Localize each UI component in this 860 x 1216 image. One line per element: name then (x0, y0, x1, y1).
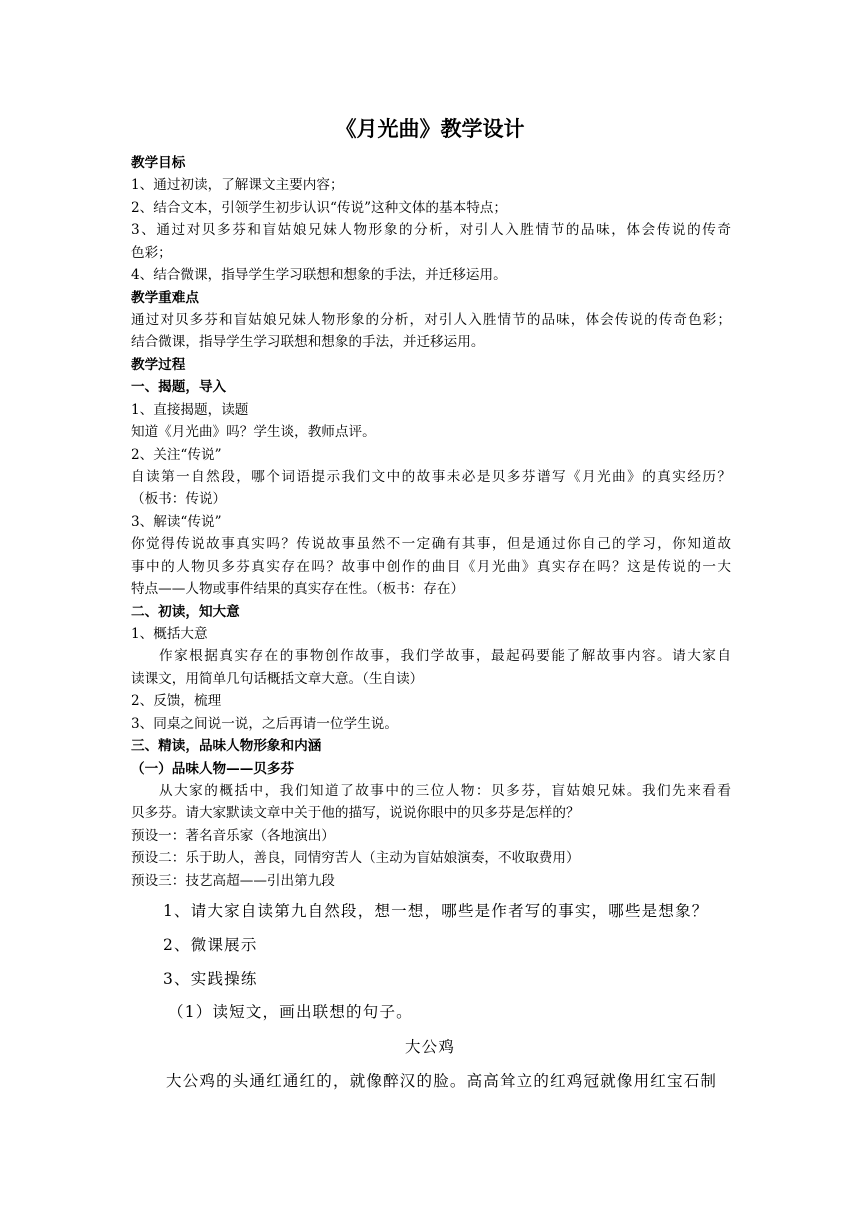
text-line: 3、通过对贝多芬和盲姑娘兄妹人物形象的分析，对引人入胜情节的品味，体会传说的传奇 (131, 222, 731, 238)
text-line: 1、请大家自读第九自然段，想一想，哪些是作者写的事实，哪些是想象？ (163, 902, 709, 920)
text-line: 3、解读“传说” (131, 514, 222, 530)
text-line: 知道《月光曲》吗？学生谈，教师点评。 (131, 424, 376, 440)
text-line: 教学重难点 (131, 290, 199, 306)
text-line: （一）品味人物——贝多芬 (131, 761, 295, 777)
text-line: 2、关注“传说” (131, 447, 222, 463)
text-line: 读课文，用简单几句话概括文章大意。（生自读） (131, 671, 424, 687)
text-line: 3、同桌之间说一说，之后再请一位学生说。 (131, 716, 398, 732)
text-line: 三、精读，品味人物形象和内涵 (131, 738, 322, 754)
text-line: 预设二：乐于助人，善良，同情穷苦人（主动为盲姑娘演奏，不收取费用） (131, 850, 580, 866)
text-line: 结合微课，指导学生学习联想和想象的手法，并迁移运用。 (131, 334, 485, 350)
text-line: 特点——人物或事件结果的真实存在性。（板书：存在） (131, 581, 465, 597)
text-line: 2、反馈，梳理 (131, 693, 222, 709)
text-line: 作家根据真实存在的事物创作故事，我们学故事，最起码要能了解故事内容。请大家自 (159, 648, 731, 664)
page-title: 《月光曲》教学设计 (335, 116, 525, 141)
text-line: 1、概括大意 (131, 626, 208, 642)
text-line: 2、微课展示 (163, 936, 258, 954)
text-line: 从大家的概括中，我们知道了故事中的三位人物：贝多芬，盲姑娘兄妹。我们先来看看 (159, 783, 731, 799)
text-line: 1、通过初读，了解课文主要内容； (131, 177, 344, 193)
text-line: 预设三：技艺高超——引出第九段 (131, 873, 335, 889)
text-line: 色彩； (131, 245, 172, 261)
text-line: 通过对贝多芬和盲姑娘兄妹人物形象的分析，对引人入胜情节的品味，体会传说的传奇色彩； (131, 312, 731, 328)
text-line: 1、直接揭题，读题 (131, 402, 249, 418)
text-line: 贝多芬。请大家默读文章中关于他的描写，说说你眼中的贝多芬是怎样的？ (131, 805, 580, 821)
text-line: 教学目标 (131, 155, 186, 171)
text-line: 大公鸡 (404, 1038, 456, 1056)
text-line: 你觉得传说故事真实吗？传说故事虽然不一定确有其事，但是通过你自己的学习，你知道故 (131, 536, 731, 552)
text-line: （板书：传说） (131, 491, 227, 507)
text-line: 自读第一自然段，哪个词语提示我们文中的故事未必是贝多芬谱写《月光曲》的真实经历？ (131, 469, 731, 485)
text-line: （1）读短文，画出联想的句子。 (168, 1003, 413, 1021)
text-line: 二、初读，知大意 (131, 604, 240, 620)
text-line: 3、实践操练 (163, 970, 258, 988)
text-line: 大公鸡的头通红通红的，就像醉汉的脸。高高耸立的红鸡冠就像用红宝石制 (166, 1072, 718, 1090)
text-line: 预设一：著名音乐家（各地演出） (131, 828, 335, 844)
text-line: 教学过程 (131, 357, 186, 373)
text-line: 2、结合文本，引领学生初步认识“传说”这种文体的基本特点； (131, 200, 507, 216)
text-line: 事中的人物贝多芬真实存在吗？故事中创作的曲目《月光曲》真实存在吗？这是传说的一大 (131, 559, 731, 575)
text-line: 4、结合微课，指导学生学习联想和想象的手法，并迁移运用。 (131, 267, 507, 283)
text-line: 一、揭题，导入 (131, 379, 227, 395)
